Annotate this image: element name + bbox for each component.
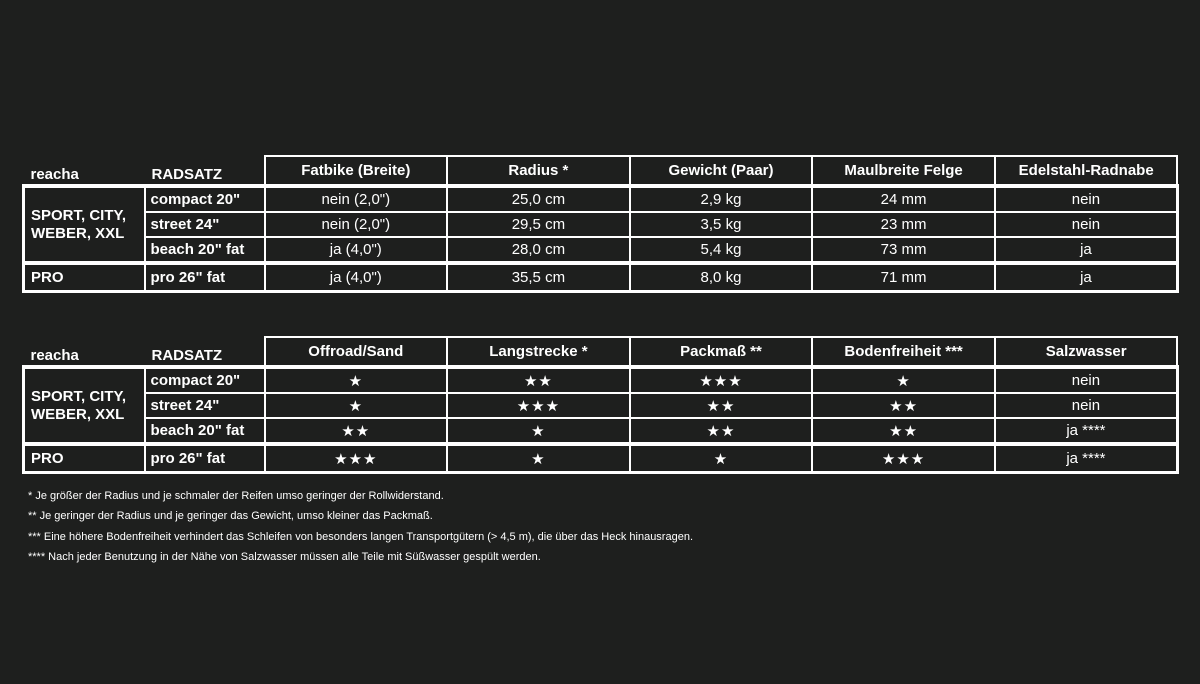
table-row bbox=[24, 418, 1178, 444]
model-name: street 24" bbox=[145, 212, 265, 237]
footnote: *** Eine höhere Bodenfreiheit verhindert das Schleifen von besonders langen Transportgütern (> 4,5 m), die über das Heck hinausragen. bbox=[28, 530, 693, 543]
group-label: PRO bbox=[24, 444, 145, 473]
spec-table bbox=[22, 155, 1179, 293]
table-cell: ja **** bbox=[995, 444, 1178, 473]
header-wheelset: RADSATZ bbox=[151, 347, 223, 364]
star-rating: ★ bbox=[812, 367, 995, 393]
header-rim-width: Maulbreite Felge bbox=[812, 156, 995, 186]
table-cell: 24 mm bbox=[812, 186, 995, 212]
table-row bbox=[24, 444, 1178, 473]
table-cell: ja (4,0") bbox=[265, 237, 448, 263]
header-offroad: Offroad/Sand bbox=[265, 337, 448, 367]
header-salt-water: Salzwasser bbox=[995, 337, 1178, 367]
star-rating: ★ bbox=[265, 367, 448, 393]
table-row bbox=[24, 393, 1178, 418]
table-row bbox=[24, 237, 1178, 263]
table-cell: ja bbox=[995, 237, 1178, 263]
header-hub: Edelstahl-Radnabe bbox=[995, 156, 1178, 186]
table-cell: 8,0 kg bbox=[630, 263, 813, 292]
table-row bbox=[24, 263, 1178, 292]
star-rating: ★ bbox=[630, 444, 813, 473]
footnote: **** Nach jeder Benutzung in der Nähe von Salzwasser müssen alle Teile mit Süßwasser gespült werden. bbox=[28, 550, 541, 563]
rating-table-block bbox=[22, 336, 1176, 474]
star-rating: ★★ bbox=[630, 418, 813, 444]
model-name: compact 20" bbox=[145, 186, 265, 212]
star-rating: ★★★ bbox=[812, 444, 995, 473]
model-name: pro 26" fat bbox=[145, 444, 265, 473]
star-rating: ★ bbox=[447, 418, 630, 444]
header-fatbike: Fatbike (Breite) bbox=[265, 156, 448, 186]
star-rating: ★★ bbox=[812, 418, 995, 444]
table-cell: nein (2,0") bbox=[265, 212, 448, 237]
group-label: SPORT, CITY, WEBER, XXL bbox=[24, 186, 145, 263]
star-rating: ★★ bbox=[265, 418, 448, 444]
model-name: beach 20" fat bbox=[145, 237, 265, 263]
table-cell: 5,4 kg bbox=[630, 237, 813, 263]
table-cell: nein bbox=[995, 186, 1178, 212]
table-cell: 35,5 cm bbox=[447, 263, 630, 292]
header-long-distance: Langstrecke * bbox=[447, 337, 630, 367]
model-name: street 24" bbox=[145, 393, 265, 418]
header-radius: Radius * bbox=[447, 156, 630, 186]
table-row bbox=[24, 186, 1178, 212]
group-label: SPORT, CITY, WEBER, XXL bbox=[24, 367, 145, 444]
star-rating: ★ bbox=[447, 444, 630, 473]
header-weight: Gewicht (Paar) bbox=[630, 156, 813, 186]
header-wheelset: RADSATZ bbox=[151, 166, 223, 183]
table-cell: 2,9 kg bbox=[630, 186, 813, 212]
footnotes bbox=[28, 486, 693, 567]
table-row bbox=[24, 212, 1178, 237]
header-brand: reacha bbox=[30, 347, 79, 364]
footnote: ** Je geringer der Radius und je geringer das Gewicht, umso kleiner das Packmaß. bbox=[28, 510, 433, 523]
table-header-row bbox=[24, 337, 1178, 367]
table-cell: ja bbox=[995, 263, 1178, 292]
table-cell: ja **** bbox=[995, 418, 1178, 444]
table-cell: 29,5 cm bbox=[447, 212, 630, 237]
star-rating: ★★★ bbox=[447, 393, 630, 418]
spec-table-block bbox=[22, 155, 1176, 293]
table-cell: 25,0 cm bbox=[447, 186, 630, 212]
table-cell: nein bbox=[995, 393, 1178, 418]
table-cell: nein bbox=[995, 367, 1178, 393]
model-name: pro 26" fat bbox=[145, 263, 265, 292]
table-cell: 73 mm bbox=[812, 237, 995, 263]
group-label: PRO bbox=[24, 263, 145, 292]
star-rating: ★★ bbox=[447, 367, 630, 393]
star-rating: ★ bbox=[265, 393, 448, 418]
header-pack-size: Packmaß ** bbox=[630, 337, 813, 367]
star-rating: ★★★ bbox=[630, 367, 813, 393]
star-rating: ★★★ bbox=[265, 444, 448, 473]
table-cell: nein (2,0") bbox=[265, 186, 448, 212]
table-header-row bbox=[24, 156, 1178, 186]
star-rating: ★★ bbox=[812, 393, 995, 418]
footnote: * Je größer der Radius und je schmaler der Reifen umso geringer der Rollwiderstand. bbox=[28, 490, 444, 502]
header-ground-clearance: Bodenfreiheit *** bbox=[812, 337, 995, 367]
table-cell: ja (4,0") bbox=[265, 263, 448, 292]
table-cell: 71 mm bbox=[812, 263, 995, 292]
table-cell: 28,0 cm bbox=[447, 237, 630, 263]
table-cell: 3,5 kg bbox=[630, 212, 813, 237]
rating-table bbox=[22, 336, 1179, 474]
table-row bbox=[24, 367, 1178, 393]
table-cell: nein bbox=[995, 212, 1178, 237]
star-rating: ★★ bbox=[630, 393, 813, 418]
model-name: beach 20" fat bbox=[145, 418, 265, 444]
header-brand: reacha bbox=[30, 166, 79, 183]
model-name: compact 20" bbox=[145, 367, 265, 393]
table-cell: 23 mm bbox=[812, 212, 995, 237]
